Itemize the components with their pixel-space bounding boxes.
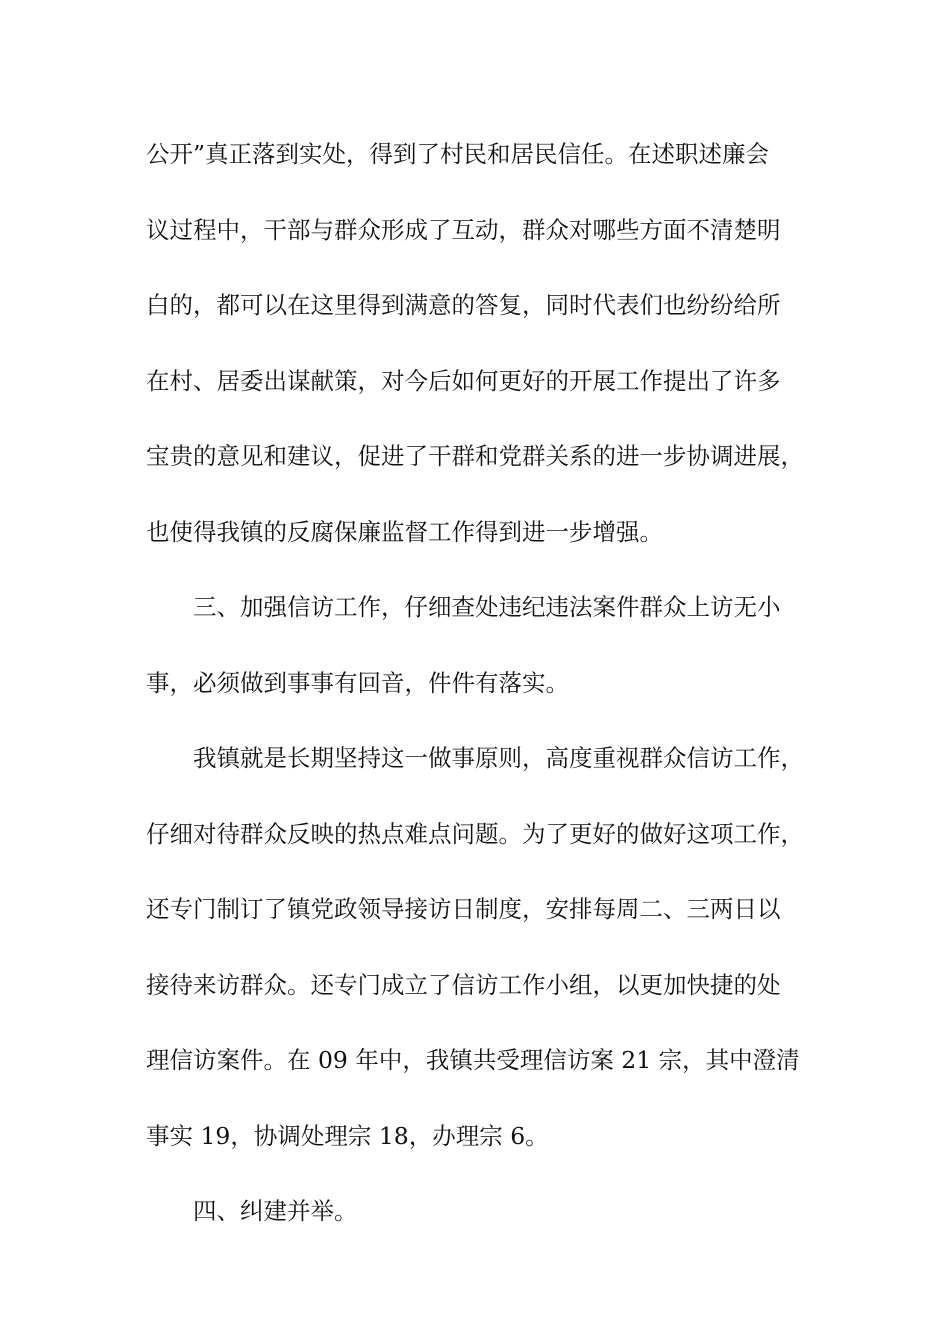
text-line-2: 议过程中，干部与群众形成了互动，群众对哪些方面不清楚明 xyxy=(146,215,781,244)
text-line-14: 事实 19，协调处理宗 18，办理宗 6。 xyxy=(146,1121,549,1150)
section-heading-4: 四、纠建并举。 xyxy=(193,1197,358,1225)
text-line-12: 接待来访群众。还专门成立了信访工作小组，以更加快捷的处 xyxy=(146,970,781,999)
text-line-3: 白的，都可以在这里得到满意的答复，同时代表们也纷纷给所 xyxy=(146,291,781,319)
text-line-6: 也使得我镇的反腐保廉监督工作得到进一步增强。 xyxy=(146,517,663,546)
text-line-11: 还专门制订了镇党政领导接访日制度，安排每周二、三两日以 xyxy=(146,895,781,923)
document-body xyxy=(146,132,826,1265)
text-line-10: 仔细对待群众反映的热点难点问题。为了更好的做好这项工作， xyxy=(146,819,804,848)
section-heading-3: 三、加强信访工作，仔细查处违纪违法案件群众上访无小 xyxy=(193,593,781,621)
text-line-4: 在村、居委出谋献策，对今后如何更好的开展工作提出了许多 xyxy=(146,366,781,395)
text-line-13: 理信访案件。在 09 年中，我镇共受理信访案 21 宗，其中澄清 xyxy=(146,1046,800,1074)
text-line-5: 宝贵的意见和建议，促进了干群和党群关系的进一步协调进展， xyxy=(146,442,804,470)
text-line-1: 公开”真正落到实处，得到了村民和居民信任。在述职述廉会 xyxy=(146,140,770,168)
paragraph-start-line: 我镇就是长期坚持这一做事原则，高度重视群众信访工作， xyxy=(193,744,804,772)
text-line-8: 事，必须做到事事有回音，件件有落实。 xyxy=(146,668,569,697)
